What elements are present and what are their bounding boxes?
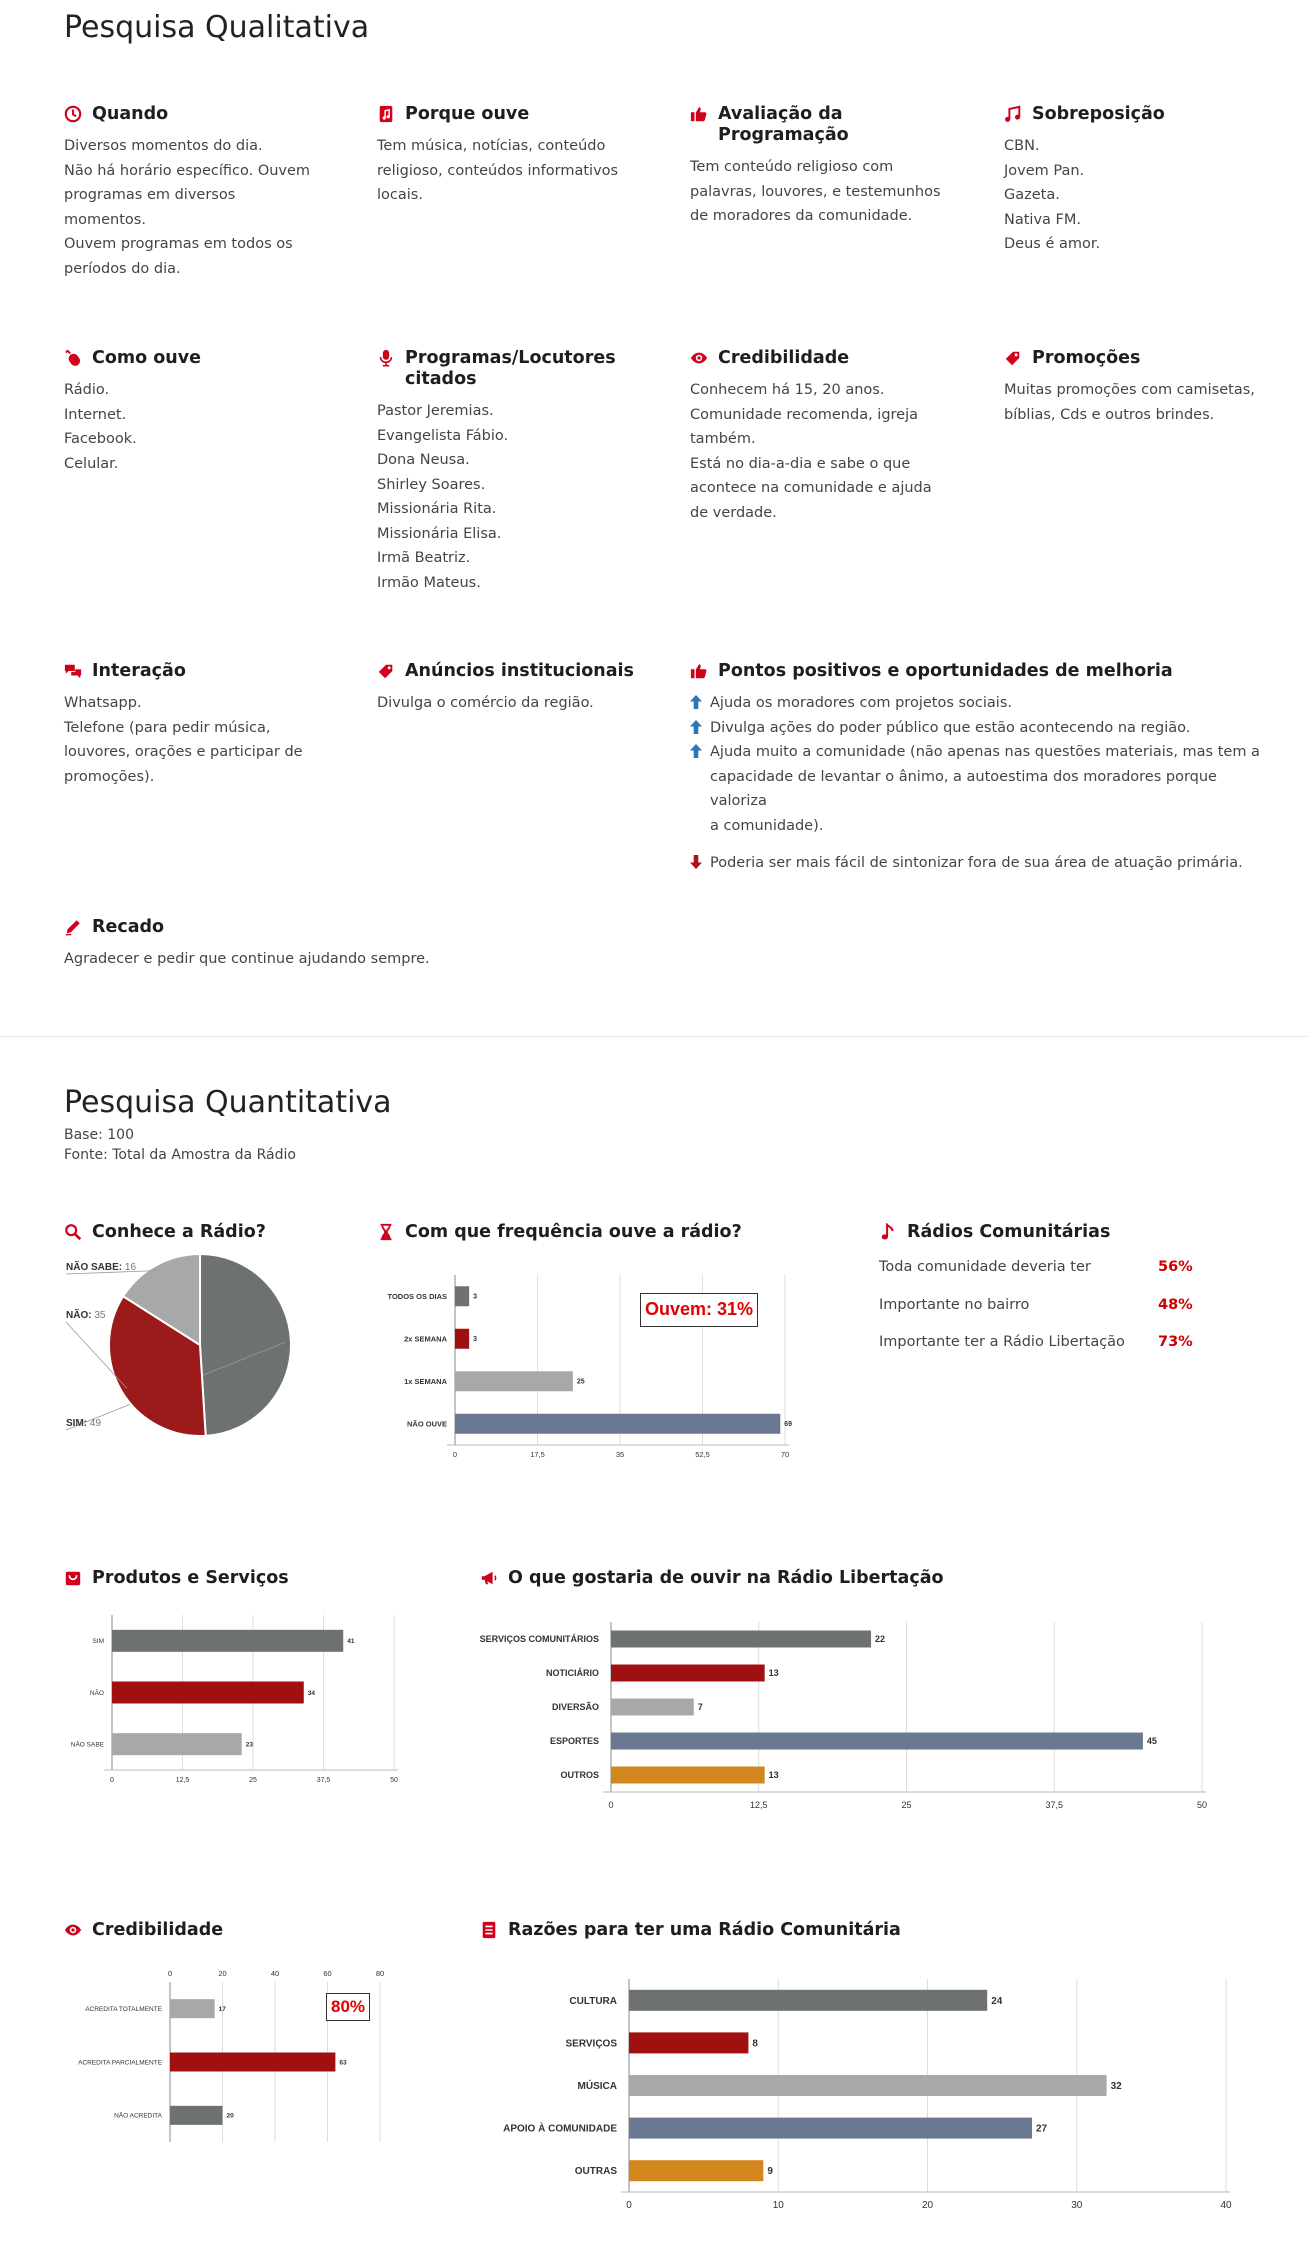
chart-conhece bbox=[60, 1255, 310, 1470]
category-label: ACREDITA TOTALMENTE bbox=[85, 2005, 162, 2013]
category-label: SERVIÇOS COMUNITÁRIOS bbox=[479, 1634, 599, 1645]
section-title: Pesquisa Quantitativa bbox=[64, 1085, 392, 1120]
chart-title-razoes: Razões para ter uma Rádio Comunitária bbox=[480, 1920, 901, 1941]
bar bbox=[112, 1630, 343, 1652]
value-label: 3 bbox=[473, 1336, 478, 1344]
bar bbox=[611, 1767, 765, 1784]
category-label: 2x SEMANA bbox=[404, 1334, 447, 1344]
music-notes-icon bbox=[1004, 105, 1024, 125]
x-tick-label: 0 bbox=[167, 1969, 173, 1978]
chart-title-conhece: Conhece a Rádio? bbox=[64, 1222, 266, 1243]
value-label: 3 bbox=[473, 1293, 478, 1301]
eye-icon bbox=[64, 1921, 84, 1941]
pie-label bbox=[66, 1260, 136, 1273]
x-tick-label: 35 bbox=[615, 1450, 625, 1459]
category-label: NOTICIÁRIO bbox=[546, 1668, 599, 1679]
list-item: Poderia ser mais fácil de sintonizar fora de sua área de atuação primária. bbox=[690, 851, 1270, 876]
card-title: Sobreposição bbox=[1004, 104, 1284, 125]
value-label: 9 bbox=[767, 2166, 773, 2178]
bar bbox=[112, 1682, 304, 1704]
x-tick-label: 52,5 bbox=[695, 1450, 710, 1459]
x-tick-label: 80 bbox=[375, 1969, 385, 1978]
chart-title-gostaria: O que gostaria de ouvir na Rádio Libertação bbox=[480, 1568, 944, 1589]
thumbs-up-icon bbox=[690, 662, 710, 682]
card-title: Programas/Locutores citados bbox=[377, 348, 647, 390]
value-label: 34 bbox=[307, 1689, 315, 1697]
value-label: 32 bbox=[1110, 2081, 1122, 2092]
x-tick-label: 17,5 bbox=[530, 1450, 545, 1459]
comunitarias-row-value: 48% bbox=[1158, 1297, 1193, 1313]
card-title: Anúncios institucionais bbox=[377, 661, 657, 682]
bar bbox=[455, 1329, 469, 1349]
bar bbox=[629, 1990, 987, 2011]
x-tick-label: 0 bbox=[110, 1777, 114, 1784]
eye-icon bbox=[690, 349, 710, 369]
card-title: Credibilidade bbox=[690, 348, 950, 369]
card-text: Pastor Jeremias. Evangelista Fábio. Dona Neusa. Shirley Soares. Missionária Rita. Missionária Elisa. Irmã Beatriz. Irmão Mateus. bbox=[377, 403, 509, 591]
comunitarias-row-label: Toda comunidade deveria ter bbox=[879, 1259, 1091, 1275]
bar bbox=[455, 1371, 573, 1391]
value-label: 17 bbox=[218, 2005, 226, 2013]
megaphone-icon bbox=[480, 1569, 500, 1589]
category-label: NÃO ACREDITA bbox=[114, 2112, 162, 2120]
source-text: Fonte: Total da Amostra da Rádio bbox=[64, 1147, 296, 1163]
category-label: APOIO À COMUNIDADE bbox=[503, 2123, 617, 2135]
category-label: MÚSICA bbox=[577, 2081, 617, 2092]
list-item: Ajuda muito a comunidade (não apenas nas questões materiais, mas tem a capacidade de levantar o ânimo, a autoestima dos moradores porque valoriza a comunidade). bbox=[690, 740, 1270, 838]
callout-80: 80% bbox=[326, 1993, 370, 2021]
x-tick-label: 20 bbox=[921, 2200, 934, 2211]
category-label: ACREDITA PARCIALMENTE bbox=[78, 2059, 162, 2067]
x-tick-label: 12,5 bbox=[749, 1800, 768, 1810]
shopping-bag-icon bbox=[64, 1569, 84, 1589]
microphone-icon bbox=[377, 349, 397, 369]
arrow-up-icon bbox=[690, 740, 710, 838]
card-title: Pontos positivos e oportunidades de melhoria bbox=[690, 661, 1270, 682]
card-text: Divulga o comércio da região. bbox=[377, 695, 594, 711]
category-label: NÃO SABE bbox=[70, 1741, 104, 1749]
value-label: 13 bbox=[768, 1668, 779, 1679]
search-icon bbox=[64, 1223, 84, 1243]
category-label: SERVIÇOS bbox=[565, 2038, 617, 2050]
category-label: NÃO OUVE bbox=[406, 1419, 447, 1429]
x-tick-label: 10 bbox=[772, 2200, 784, 2211]
pie-label-category: NÃO: bbox=[66, 1310, 92, 1321]
x-tick-label: 25 bbox=[249, 1777, 257, 1784]
card-text: CBN. Jovem Pan. Gazeta. Nativa FM. Deus é amor. bbox=[1004, 138, 1101, 252]
card-anuncios bbox=[377, 661, 657, 716]
card-text: Muitas promoções com camisetas, bíblias, Cds e outros brindes. bbox=[1004, 382, 1255, 423]
bar bbox=[611, 1631, 871, 1648]
card-porque-ouve bbox=[377, 104, 637, 208]
tag-icon bbox=[1004, 349, 1024, 369]
comunitarias-row-value: 73% bbox=[1158, 1334, 1193, 1350]
x-tick-label: 20 bbox=[218, 1969, 227, 1978]
comunitarias-row-label: Importante no bairro bbox=[879, 1297, 1030, 1313]
bar bbox=[170, 2106, 223, 2125]
positive-list bbox=[690, 691, 1270, 876]
value-label: 24 bbox=[991, 1995, 1003, 2007]
value-label: 25 bbox=[576, 1378, 585, 1386]
bar bbox=[455, 1286, 469, 1306]
bar bbox=[629, 2032, 748, 2053]
value-label: 20 bbox=[226, 2112, 234, 2120]
thumbs-up-icon bbox=[690, 105, 710, 125]
category-label: CULTURA bbox=[569, 1995, 617, 2007]
music-file-icon bbox=[377, 105, 397, 125]
chart-title-credibilidade: Credibilidade bbox=[64, 1920, 223, 1941]
pie-label-category: SIM: bbox=[66, 1418, 88, 1429]
comunitarias-row-value: 56% bbox=[1158, 1259, 1193, 1275]
list-item: Divulga ações do poder público que estão acontecendo na região. bbox=[690, 716, 1270, 741]
x-tick-label: 30 bbox=[1071, 2200, 1083, 2211]
x-tick-label: 37,5 bbox=[1045, 1800, 1064, 1810]
bar bbox=[170, 2053, 335, 2072]
category-label: DIVERSÃO bbox=[551, 1702, 599, 1713]
pie-label bbox=[66, 1418, 101, 1429]
pencil-icon bbox=[64, 918, 84, 938]
hourglass-icon bbox=[377, 1223, 397, 1243]
bar bbox=[629, 2075, 1107, 2096]
value-label: 41 bbox=[347, 1638, 355, 1646]
x-tick-label: 70 bbox=[780, 1450, 790, 1459]
card-text: Whatsapp. Telefone (para pedir música, louvores, orações e participar de promoções). bbox=[64, 695, 303, 785]
x-tick-label: 0 bbox=[452, 1450, 458, 1459]
category-label: ESPORTES bbox=[549, 1736, 599, 1747]
value-label: 63 bbox=[339, 2059, 347, 2067]
card-avaliacao bbox=[690, 104, 950, 229]
x-tick-label: 40 bbox=[270, 1969, 280, 1978]
value-label: 69 bbox=[784, 1421, 793, 1429]
pie-label-value: 16 bbox=[122, 1262, 137, 1273]
value-label: 8 bbox=[752, 2038, 758, 2050]
x-tick-label: 0 bbox=[626, 2200, 632, 2211]
value-label: 45 bbox=[1146, 1736, 1157, 1747]
card-text: Rádio. Internet. Facebook. Celular. bbox=[64, 382, 137, 472]
pie-label-category: NÃO SABE: bbox=[66, 1262, 123, 1273]
list-document-icon bbox=[480, 1921, 500, 1941]
x-tick-label: 60 bbox=[323, 1969, 332, 1978]
arrow-down-icon bbox=[690, 851, 710, 876]
pie-label-value: 35 bbox=[91, 1310, 106, 1321]
value-label: 13 bbox=[768, 1770, 779, 1781]
value-label: 7 bbox=[697, 1702, 703, 1713]
bar bbox=[629, 2160, 763, 2181]
card-text: Tem conteúdo religioso com palavras, louvores, e testemunhos de moradores da comunidade. bbox=[690, 159, 941, 224]
callout-ouvem: Ouvem: 31% bbox=[640, 1293, 758, 1327]
value-label: 23 bbox=[245, 1741, 253, 1749]
card-title: Recado bbox=[64, 917, 564, 938]
card-interacao bbox=[64, 661, 324, 789]
category-label: OUTRAS bbox=[574, 2166, 617, 2178]
chart-frequencia bbox=[370, 1255, 800, 1475]
x-tick-label: 25 bbox=[901, 1800, 912, 1810]
card-como-ouve bbox=[64, 348, 324, 476]
bar bbox=[611, 1733, 1143, 1750]
card-title: Porque ouve bbox=[377, 104, 637, 125]
page-title: Pesquisa Qualitativa bbox=[64, 10, 370, 45]
section-divider bbox=[0, 1036, 1307, 1037]
x-tick-label: 50 bbox=[390, 1777, 398, 1784]
card-title: Avaliação da Programação bbox=[690, 104, 950, 146]
card-title: Promoções bbox=[1004, 348, 1294, 369]
tag-icon bbox=[377, 662, 397, 682]
chart-credibilidade bbox=[60, 1955, 410, 2145]
music-note-icon bbox=[879, 1223, 899, 1243]
card-text: Agradecer e pedir que continue ajudando sempre. bbox=[64, 951, 430, 967]
bar bbox=[611, 1665, 765, 1682]
value-label: 22 bbox=[875, 1634, 886, 1645]
category-label: NÃO bbox=[89, 1689, 104, 1697]
x-tick-label: 0 bbox=[608, 1800, 614, 1810]
card-text: Tem música, notícias, conteúdo religioso, conteúdos informativos locais. bbox=[377, 138, 619, 203]
pie-label-value: 49 bbox=[87, 1418, 102, 1429]
chart-razoes bbox=[470, 1950, 1260, 2230]
card-programas bbox=[377, 348, 647, 595]
x-tick-label: 40 bbox=[1220, 2200, 1232, 2211]
category-label: 1x SEMANA bbox=[404, 1376, 447, 1386]
list-item: Ajuda os moradores com projetos sociais. bbox=[690, 691, 1270, 716]
card-pontos bbox=[690, 661, 1270, 876]
x-tick-label: 50 bbox=[1196, 1800, 1208, 1810]
card-recado bbox=[64, 917, 564, 972]
chart-title-comunitarias: Rádios Comunitárias bbox=[879, 1222, 1110, 1243]
card-title: Quando bbox=[64, 104, 324, 125]
bar bbox=[611, 1699, 694, 1716]
bar bbox=[112, 1733, 242, 1755]
chart-produtos bbox=[60, 1600, 410, 1790]
value-label: 27 bbox=[1035, 2123, 1048, 2135]
bar bbox=[629, 2118, 1032, 2139]
comunitarias-row-label: Importante ter a Rádio Libertação bbox=[879, 1334, 1125, 1350]
card-promocoes bbox=[1004, 348, 1294, 427]
card-text: Conhecem há 15, 20 anos. Comunidade recomenda, igreja também. Está no dia-a-dia e sabe o que acontece na comunidade e ajuda de verdade. bbox=[690, 382, 932, 521]
bar bbox=[170, 1999, 215, 2018]
base-text: Base: 100 bbox=[64, 1127, 134, 1143]
card-text: Diversos momentos do dia. Não há horário específico. Ouvem programas em diversos momentos. Ouvem programas em todos os períodos do dia. bbox=[64, 138, 311, 277]
card-sobreposicao bbox=[1004, 104, 1284, 257]
card-title: Interação bbox=[64, 661, 324, 682]
clock-icon bbox=[64, 105, 84, 125]
card-credibilidade bbox=[690, 348, 950, 525]
card-title: Como ouve bbox=[64, 348, 324, 369]
category-label: TODOS OS DIAS bbox=[387, 1291, 447, 1301]
card-quando bbox=[64, 104, 324, 281]
mouse-icon bbox=[64, 349, 84, 369]
chart-title-produtos: Produtos e Serviços bbox=[64, 1568, 289, 1589]
arrow-up-icon bbox=[690, 716, 710, 741]
chart-title-frequencia: Com que frequência ouve a rádio? bbox=[377, 1222, 742, 1243]
bar bbox=[455, 1414, 780, 1434]
category-label: SIM bbox=[92, 1638, 104, 1646]
x-tick-label: 37,5 bbox=[316, 1777, 331, 1784]
x-tick-label: 12,5 bbox=[175, 1777, 190, 1784]
chat-bubbles-icon bbox=[64, 662, 84, 682]
category-label: OUTROS bbox=[560, 1770, 599, 1781]
arrow-up-icon bbox=[690, 691, 710, 716]
pie-label bbox=[66, 1308, 106, 1321]
chart-gostaria bbox=[470, 1600, 1220, 1825]
